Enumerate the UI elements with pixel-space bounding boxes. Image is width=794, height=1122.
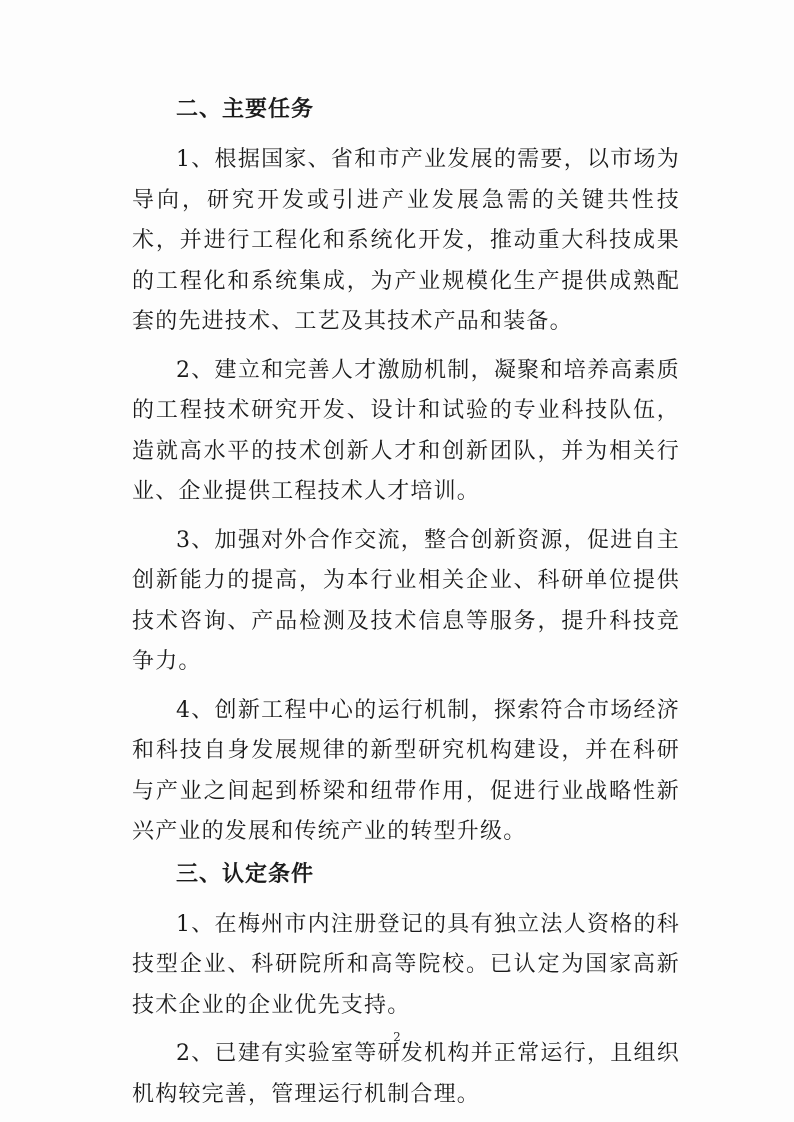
page-number: 2 [393, 1030, 401, 1044]
paragraph-task-3: 3、加强对外合作交流，整合创新资源，促进自主创新能力的提高，为本行业相关企业、科研单位提供技术咨询、产品检测及技术信息等服务，提升科技竞争力。 [132, 527, 680, 674]
section-heading-criteria: 三、认定条件 [176, 861, 315, 887]
paragraph-task-4: 4、创新工程中心的运行机制，探索符合市场经济和科技自身发展规律的新型研究机构建设，并在科研与产业之间起到桥梁和纽带作用，促进行业战略性新兴产业的发展和传统产业的转型升级。 [132, 697, 680, 844]
paragraph-task-2: 2、建立和完善人才激励机制，凝聚和培养高素质的工程技术研究开发、设计和试验的专业科技队伍，造就高水平的技术创新人才和创新团队，并为相关行业、企业提供工程技术人才培训。 [132, 357, 680, 504]
section-heading-main-tasks: 二、主要任务 [176, 97, 315, 122]
document-body [132, 88, 680, 1115]
paragraph-task-1: 1、根据国家、省和市产业发展的需要，以市场为导向，研究开发或引进产业发展急需的关键共性技术，并进行工程化和系统化开发，推动重大科技成果的工程化和系统集成，为产业规模化生产提供成熟配套的先进技术、工艺及其技术产品和装备。 [132, 147, 680, 334]
paragraph-criteria-1: 1、在梅州市内注册登记的具有独立法人资格的科技型企业、科研院所和高等院校。已认定为国家高新技术企业的企业优先支持。 [132, 911, 680, 1018]
paragraph-criteria-2: 2、已建有实验室等研发机构并正常运行，且组织机构较完善，管理运行机制合理。 [132, 1041, 680, 1107]
